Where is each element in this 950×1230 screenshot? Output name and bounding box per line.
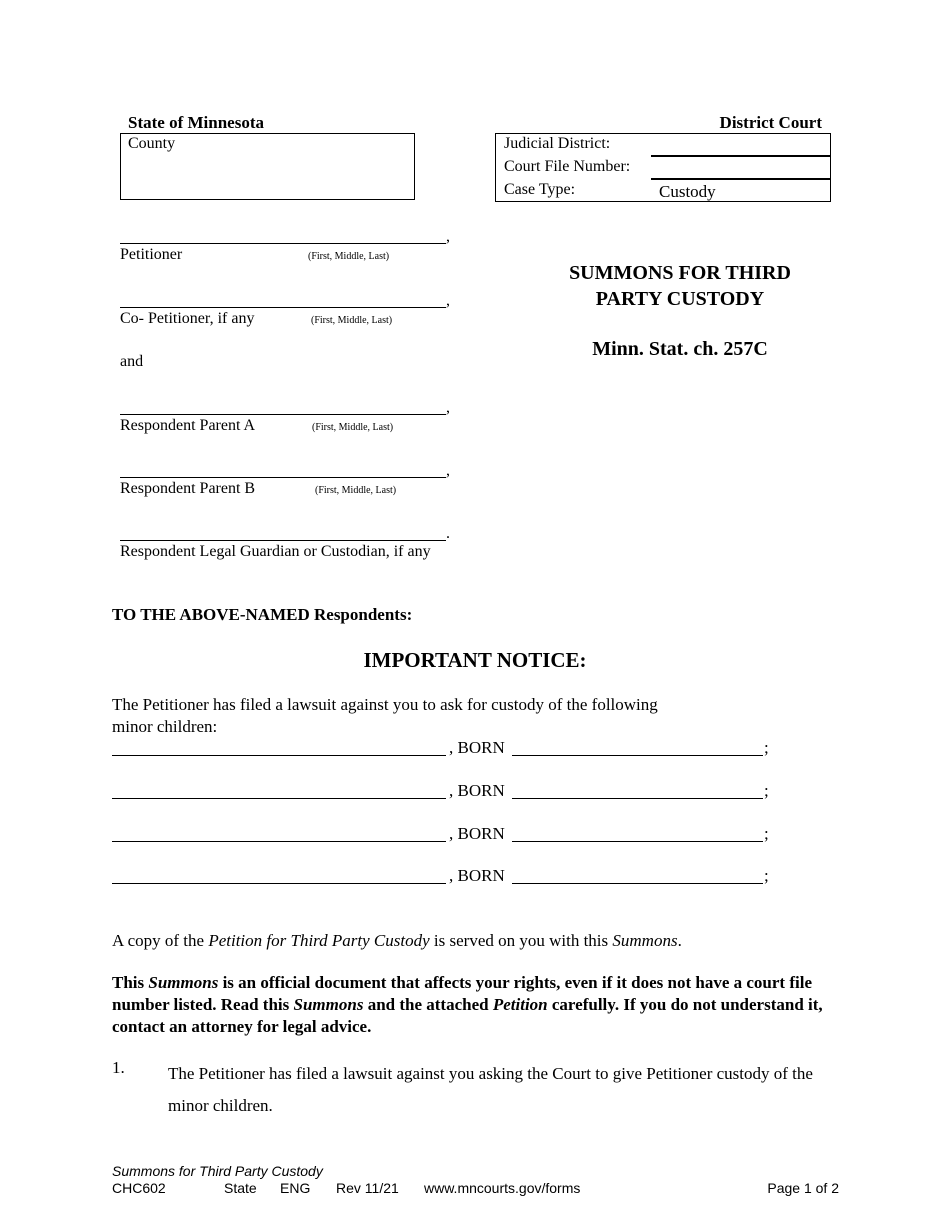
respondent-b-name-hint: (First, Middle, Last) (315, 485, 397, 496)
guardian-period: . (446, 525, 450, 542)
petitioner-label: Petitioner (120, 246, 183, 263)
respondent-b-comma: , (446, 462, 450, 479)
born-label: , BORN (449, 738, 505, 757)
item-number: 1. (112, 1058, 125, 1077)
case-type-value: Custody (659, 182, 716, 201)
footer-page-number: Page 1 of 2 (767, 1180, 839, 1196)
respondent-a-label: Respondent Parent A (120, 417, 256, 434)
respondent-a-name-line[interactable] (120, 400, 446, 415)
court-file-number-field[interactable] (651, 157, 830, 180)
summons-title: Summons (612, 931, 678, 950)
child-birthdate-field[interactable] (512, 738, 763, 756)
child-birthdate-field[interactable] (512, 824, 763, 842)
row-terminator: ; (764, 738, 769, 757)
statute-reference: Minn. Stat. ch. 257C (592, 338, 768, 360)
footer-revision: Rev 11/21 (336, 1180, 399, 1196)
judicial-district-field[interactable] (651, 134, 830, 157)
footer-form-title: Summons for Third Party Custody (112, 1163, 323, 1179)
child-birthdate-field[interactable] (512, 866, 763, 884)
guardian-name-line[interactable] (120, 526, 446, 541)
child-row (112, 781, 772, 805)
petition-title: Petition for Third Party Custody (208, 931, 430, 950)
intro-line-2: minor children: (112, 717, 218, 736)
state-heading: State of Minnesota (128, 113, 264, 132)
respondent-a-name-hint: (First, Middle, Last) (312, 422, 394, 433)
intro-line-1: The Petitioner has filed a lawsuit against you to ask for custody of the following (112, 695, 658, 714)
born-label: , BORN (449, 866, 505, 885)
co-petitioner-name-line[interactable] (120, 293, 446, 308)
footer-url[interactable]: www.mncourts.gov/forms (424, 1180, 581, 1196)
child-row (112, 824, 772, 848)
child-name-field[interactable] (112, 824, 446, 842)
child-birthdate-field[interactable] (512, 781, 763, 799)
child-name-field[interactable] (112, 738, 446, 756)
title-line-2: PARTY CUSTODY (595, 288, 765, 310)
warning-paragraph: This Summons is an official document that affects your rights, even if it does not have a court file number listed. Read this Summons and the attached Petition carefully. If you do not understand it, contact an attorney for legal advice. (112, 973, 823, 1036)
co-petitioner-label: Co- Petitioner, if any (120, 310, 255, 327)
child-row (112, 738, 772, 762)
judicial-district-label: Judicial District: (504, 135, 611, 152)
case-type-field[interactable] (651, 180, 830, 201)
item-text: The Petitioner has filed a lawsuit against you asking the Court to give Petitioner custody of the minor children. (168, 1064, 813, 1115)
petitioner-name-line[interactable] (120, 229, 446, 244)
copy-paragraph: A copy of the Petition for Third Party Custody is served on you with this Summons. (112, 931, 682, 950)
respondent-b-label: Respondent Parent B (120, 480, 256, 497)
court-heading: District Court (719, 113, 822, 132)
petitioner-comma: , (446, 228, 450, 245)
footer-language: ENG (280, 1180, 311, 1196)
court-info-box (495, 133, 831, 202)
row-terminator: ; (764, 866, 769, 885)
notice-heading: IMPORTANT NOTICE: (363, 648, 587, 672)
co-petitioner-comma: , (446, 292, 450, 309)
respondent-b-name-line[interactable] (120, 463, 446, 478)
respondent-a-comma: , (446, 399, 450, 416)
born-label: , BORN (449, 824, 505, 843)
case-type-label: Case Type: (504, 181, 576, 198)
footer-form-code: CHC602 (112, 1180, 166, 1196)
co-petitioner-name-hint: (First, Middle, Last) (311, 315, 393, 326)
court-file-number-label: Court File Number: (504, 158, 631, 175)
and-conjunction: and (120, 353, 144, 370)
title-line-1: SUMMONS FOR THIRD (569, 262, 791, 284)
addressee-heading: TO THE ABOVE-NAMED Respondents: (112, 605, 413, 624)
row-terminator: ; (764, 781, 769, 800)
born-label: , BORN (449, 781, 505, 800)
child-name-field[interactable] (112, 781, 446, 799)
county-label: County (128, 135, 176, 152)
child-name-field[interactable] (112, 866, 446, 884)
row-terminator: ; (764, 824, 769, 843)
footer-scope: State (224, 1180, 257, 1196)
guardian-label: Respondent Legal Guardian or Custodian, if any (120, 543, 431, 560)
intro-paragraph (112, 694, 658, 738)
child-row (112, 866, 772, 890)
document-title (505, 260, 855, 362)
petitioner-name-hint: (First, Middle, Last) (308, 251, 390, 262)
county-box[interactable] (120, 133, 415, 200)
